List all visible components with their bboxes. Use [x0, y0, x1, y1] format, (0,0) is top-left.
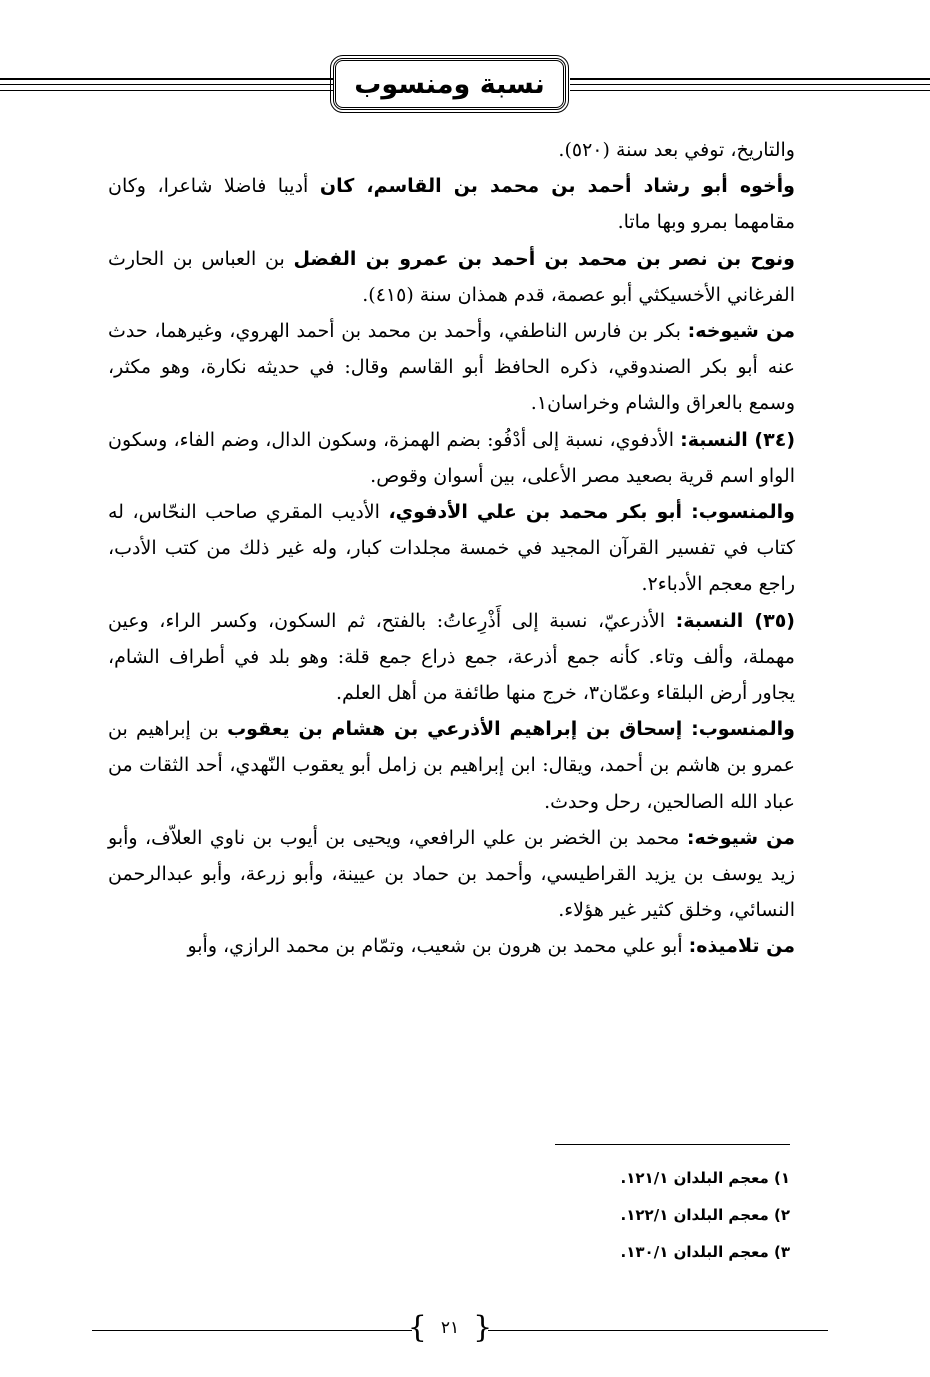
footnote-2: ٢) معجم البلدان ١٢٢/١.: [620, 1206, 790, 1224]
paragraph-heading: (٣٤) النسبة:: [680, 428, 795, 451]
paragraph-text: أبو علي محمد بن هرون بن شعيب، وتمّام بن محمد الرازي، وأبو: [187, 935, 689, 958]
paragraph: [108, 820, 795, 929]
main-text: [108, 132, 795, 965]
paragraph: [108, 603, 795, 712]
paragraph-heading: (٣٥) النسبة:: [675, 609, 795, 632]
footer-rule-right: [488, 1330, 828, 1331]
paragraph-heading: وأخوه أبو رشاد أحمد بن محمد بن القاسم، كان: [319, 175, 795, 198]
paragraph-text: بن العباس بن الحارث الفرغاني الأخسيكثي أبو عصمة، قدم همذان سنة (٤١٥).: [108, 247, 795, 306]
paragraph-text: أديبا فاضلا شاعرا، وكان مقامهما بمرو وبها ماتا.: [108, 175, 795, 234]
paragraph: [108, 313, 795, 422]
paragraph-text: بكر بن فارس الناطفي، وأحمد بن محمد بن أحمد الهروي، وغيرهما، حدث عنه أبو بكر الصندوقي، ذكره الحافظ أبو القاسم وقال: في حديثه نكارة، وهو مكثر، وسمع بالعراق والشام وخراسان١.: [108, 320, 795, 415]
header-rule-left: [0, 76, 333, 96]
paragraph-text: الأدفوي، نسبة إلى أدْفُو: بضم الهمزة، وسكون الدال، وضم الفاء، وسكون الواو اسم قرية بصعيد مصر الأعلى، بين أسوان وقوص.: [108, 428, 795, 487]
paragraph-heading: من شيوخه:: [687, 320, 795, 343]
footnote-3: ٣) معجم البلدان ١٣٠/١.: [620, 1243, 790, 1261]
paragraph: [108, 422, 795, 494]
paragraph-heading: والمنسوب: إسحاق بن إبراهيم الأذرعي بن هشام بن يعقوب: [227, 718, 795, 741]
footnote-separator: [555, 1144, 790, 1145]
paragraph: [108, 241, 795, 313]
paragraph-text: الأذرعيّ، نسبة إلى أَذْرِعاتُ: بالفتح، ثم السكون، وكسر الراء، وعين مهملة، وألف وتاء. كأنه جمع أذرعة، جمع ذراع جمع قلة: وهو بلد في أطراف الشام، يجاور أرض البلقاء وعمّان٣، خرج منها طائفة من أهل العلم.: [108, 609, 795, 705]
page-header-title: نسبة ومنسوب: [333, 58, 566, 110]
page-number: [407, 1310, 493, 1346]
brace-left-icon: {: [407, 1310, 427, 1345]
paragraph: [108, 168, 795, 240]
paragraph-heading: والمنسوب: أبو بكر محمد بن علي الأدفوي،: [388, 501, 795, 524]
paragraph-text: بن إبراهيم بن عمرو بن هاشم بن أحمد، ويقال: ابن إبراهيم بن زامل أبو يعقوب النّهدي، أحد الثقات من عباد الله الصالحين، رحل وحدث.: [108, 718, 795, 813]
paragraph: [108, 928, 795, 964]
brace-right-icon: }: [473, 1310, 493, 1345]
header-rule-right: [570, 76, 930, 96]
paragraph: [108, 494, 795, 603]
footnote-1: ١) معجم البلدان ١٢١/١.: [620, 1169, 790, 1187]
footnotes: [540, 1160, 790, 1271]
paragraph-text: الأديب المقري صاحب النحّاس، له كتاب في تفسير القرآن المجيد في خمسة مجلدات كبار، وله غير ذلك من كتب الأدب، راجع معجم الأدباء٢.: [108, 501, 795, 596]
page-number-value: ٢١: [440, 1318, 460, 1338]
paragraph: [108, 132, 795, 168]
paragraph-text: محمد بن الخضر بن علي الرافعي، ويحيى بن أيوب بن ناوي العلاّف، وأبو زيد يوسف بن يزيد القراطيسي، وأحمد بن حماد بن عيينة، وأبو زرعة، وأبو عبدالرحمن النسائي، وخلق كثير غير هؤلاء.: [108, 826, 795, 922]
paragraph: [108, 711, 795, 820]
paragraph-heading: ونوح بن نصر بن محمد بن أحمد بن عمرو بن الفضل: [293, 247, 795, 270]
footer-rule-left: [92, 1330, 412, 1331]
paragraph-heading: من شيوخه:: [686, 826, 795, 849]
paragraph-heading: من تلاميذه:: [688, 935, 795, 958]
paragraph-text: والتاريخ، توفي بعد سنة (٥٢٠).: [558, 139, 795, 161]
